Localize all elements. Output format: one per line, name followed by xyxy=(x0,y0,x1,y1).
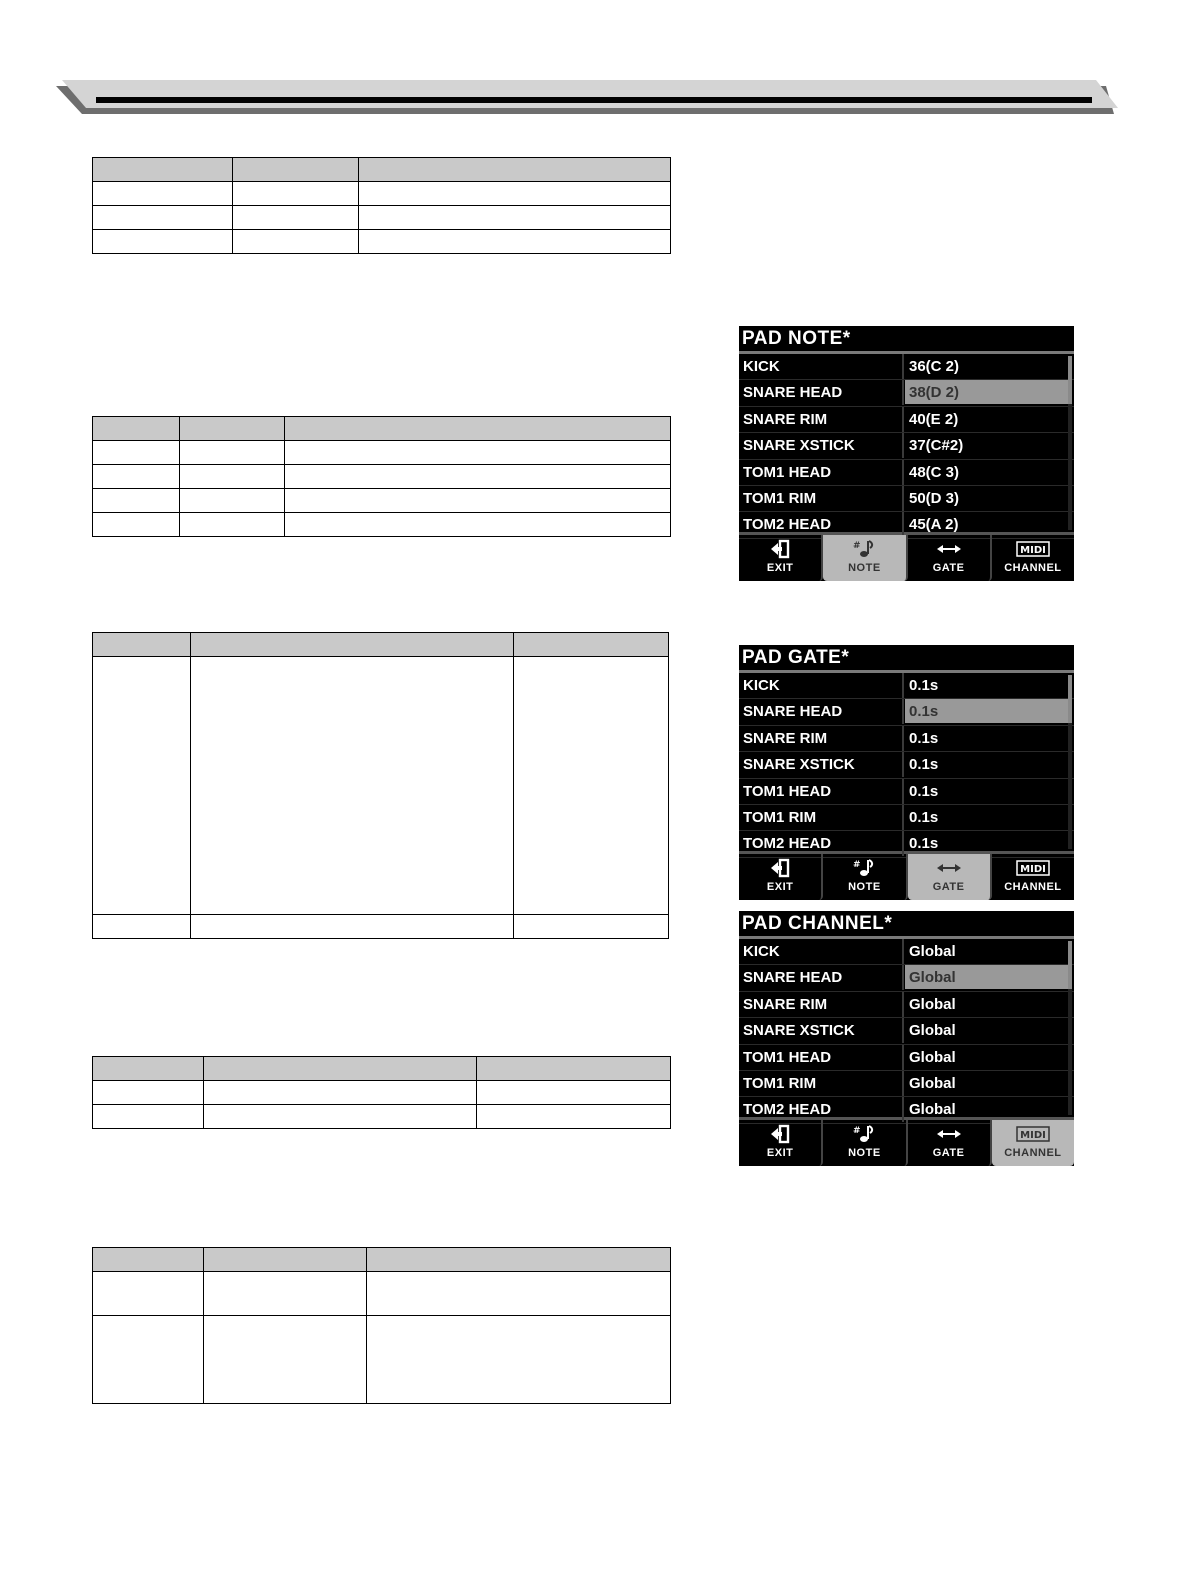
note-button[interactable] xyxy=(823,535,907,581)
button-label: CHANNEL xyxy=(1004,1147,1062,1159)
column-divider xyxy=(902,433,904,458)
pad-value[interactable]: 0.1s xyxy=(909,677,939,694)
pad-name: TOM2 HEAD xyxy=(743,835,832,853)
soft-button-bar xyxy=(739,532,1074,581)
pad-row[interactable] xyxy=(739,992,1074,1018)
pad-name: TOM1 HEAD xyxy=(743,782,832,800)
svg-text:#: # xyxy=(853,541,861,551)
column-divider xyxy=(902,1071,904,1096)
screen-title: PAD GATE* xyxy=(739,645,1074,673)
pad-list xyxy=(739,354,1074,532)
exit-button[interactable] xyxy=(739,1120,823,1166)
pad-value[interactable]: 37(C#2) xyxy=(909,437,964,455)
column-divider xyxy=(902,512,904,537)
note-button[interactable] xyxy=(823,1120,907,1166)
pad-value[interactable]: Global xyxy=(905,965,1068,989)
screen-title: PAD NOTE* xyxy=(739,326,1074,354)
button-label: EXIT xyxy=(766,1147,794,1159)
column-divider xyxy=(902,1045,904,1070)
pad-row[interactable] xyxy=(739,486,1074,512)
gate-button[interactable] xyxy=(908,1120,992,1166)
button-label: GATE xyxy=(932,881,965,893)
pad-name: KICK xyxy=(743,677,780,694)
page-header-band xyxy=(56,80,1120,116)
pad-value[interactable]: 0.1s xyxy=(909,835,939,853)
pad-row[interactable] xyxy=(739,1045,1074,1071)
pad-value[interactable]: 0.1s xyxy=(909,729,939,747)
pad-row[interactable] xyxy=(739,965,1074,991)
screen-title: PAD CHANNEL* xyxy=(739,911,1074,939)
pad-row[interactable] xyxy=(739,433,1074,459)
pad-value[interactable]: Global xyxy=(909,1022,956,1040)
column-divider xyxy=(902,831,904,856)
pad-name: SNARE XSTICK xyxy=(743,1022,855,1040)
column-divider xyxy=(902,1018,904,1043)
scrollbar-thumb[interactable] xyxy=(1068,356,1072,404)
exit-button[interactable] xyxy=(739,535,823,581)
pad-value[interactable]: 38(D 2) xyxy=(905,380,1068,404)
svg-text:MIDI: MIDI xyxy=(1020,1130,1046,1141)
midi-icon xyxy=(992,539,1074,561)
column-divider xyxy=(902,486,904,511)
midi-icon xyxy=(992,1124,1074,1146)
column-divider xyxy=(902,407,904,432)
column-divider xyxy=(902,673,904,698)
pad-row[interactable] xyxy=(739,673,1074,699)
pad-name: TOM2 HEAD xyxy=(743,516,832,534)
pad-name: TOM1 RIM xyxy=(743,808,817,826)
pad-name: SNARE HEAD xyxy=(743,703,843,721)
column-divider xyxy=(902,726,904,751)
pad-name: TOM1 RIM xyxy=(743,489,817,507)
scrollbar[interactable] xyxy=(1068,941,1072,1115)
note-icon xyxy=(823,858,905,880)
pad-value[interactable]: Global xyxy=(909,1101,956,1119)
pad-row[interactable] xyxy=(739,1071,1074,1097)
button-label: EXIT xyxy=(766,562,794,574)
column-divider xyxy=(902,752,904,777)
column-divider xyxy=(902,460,904,485)
pad-row[interactable] xyxy=(739,752,1074,778)
pad-row[interactable] xyxy=(739,460,1074,486)
button-label: CHANNEL xyxy=(1004,562,1062,574)
svg-text:MIDI: MIDI xyxy=(1020,864,1046,875)
pad-value[interactable]: 0.1s xyxy=(909,808,939,826)
scrollbar-thumb[interactable] xyxy=(1068,675,1072,723)
note-icon xyxy=(823,539,905,561)
parameter-table-4 xyxy=(92,1056,671,1129)
exit-icon xyxy=(739,1124,821,1146)
pad-value[interactable]: Global xyxy=(909,943,956,960)
pad-name: SNARE RIM xyxy=(743,410,828,428)
button-label: NOTE xyxy=(848,562,881,574)
pad-name: SNARE RIM xyxy=(743,729,828,747)
button-label: NOTE xyxy=(848,1147,881,1159)
gate-icon xyxy=(908,858,990,880)
pad-value[interactable]: 0.1s xyxy=(909,782,939,800)
pad-value[interactable]: 40(E 2) xyxy=(909,410,959,428)
soft-button-bar xyxy=(739,1117,1074,1166)
pad-row[interactable] xyxy=(739,1018,1074,1044)
pad-row[interactable] xyxy=(739,805,1074,831)
pad-name: SNARE XSTICK xyxy=(743,437,855,455)
pad-row[interactable] xyxy=(739,380,1074,406)
pad-list xyxy=(739,939,1074,1117)
note-icon xyxy=(823,1124,905,1146)
column-divider xyxy=(902,354,904,379)
pad-name: SNARE XSTICK xyxy=(743,756,855,774)
column-divider xyxy=(902,965,904,990)
button-label: CHANNEL xyxy=(1004,881,1062,893)
pad-value[interactable]: 45(A 2) xyxy=(909,516,959,534)
pad-name: SNARE RIM xyxy=(743,995,828,1013)
button-label: GATE xyxy=(932,562,965,574)
soft-button-bar xyxy=(739,851,1074,900)
pad-list xyxy=(739,673,1074,851)
channel-button[interactable] xyxy=(992,854,1074,900)
pad-value[interactable]: 50(D 3) xyxy=(909,489,960,507)
pad-name: TOM1 RIM xyxy=(743,1074,817,1092)
channel-button[interactable] xyxy=(992,535,1074,581)
scrollbar-thumb[interactable] xyxy=(1068,941,1072,989)
pad-value[interactable]: Global xyxy=(909,995,956,1013)
exit-icon xyxy=(739,858,821,880)
channel-button[interactable] xyxy=(992,1120,1074,1166)
midi-icon xyxy=(992,858,1074,880)
pad-name: TOM1 HEAD xyxy=(743,463,832,481)
pad-value[interactable]: 36(C 2) xyxy=(909,358,960,375)
svg-text:MIDI: MIDI xyxy=(1020,545,1046,556)
column-divider xyxy=(902,380,904,405)
button-label: GATE xyxy=(932,1147,965,1159)
pad-row[interactable] xyxy=(739,407,1074,433)
column-divider xyxy=(902,699,904,724)
gate-icon xyxy=(908,539,990,561)
pad-gate-screen xyxy=(739,645,1074,900)
svg-text:#: # xyxy=(853,860,861,870)
button-label: NOTE xyxy=(848,881,881,893)
scrollbar[interactable] xyxy=(1068,675,1072,849)
pad-name: SNARE HEAD xyxy=(743,384,843,402)
pad-row[interactable] xyxy=(739,354,1074,380)
pad-value[interactable]: Global xyxy=(909,1074,956,1092)
button-label: EXIT xyxy=(766,881,794,893)
pad-row[interactable] xyxy=(739,699,1074,725)
pad-note-screen xyxy=(739,326,1074,581)
pad-value[interactable]: 48(C 3) xyxy=(909,463,960,481)
gate-button[interactable] xyxy=(908,854,992,900)
pad-name: TOM2 HEAD xyxy=(743,1101,832,1119)
column-divider xyxy=(902,1097,904,1122)
pad-channel-screen xyxy=(739,911,1074,1166)
parameter-table-5 xyxy=(92,1247,671,1404)
parameter-table-2 xyxy=(92,416,671,537)
pad-value[interactable]: 0.1s xyxy=(909,756,939,774)
gate-icon xyxy=(908,1124,990,1146)
column-divider xyxy=(902,939,904,964)
parameter-table-3 xyxy=(92,632,669,939)
pad-row[interactable] xyxy=(739,939,1074,965)
gate-button[interactable] xyxy=(908,535,992,581)
pad-name: SNARE HEAD xyxy=(743,969,843,987)
column-divider xyxy=(902,805,904,830)
pad-value[interactable]: Global xyxy=(909,1048,956,1066)
pad-row[interactable] xyxy=(739,726,1074,752)
scrollbar[interactable] xyxy=(1068,356,1072,530)
exit-icon xyxy=(739,539,821,561)
column-divider xyxy=(902,992,904,1017)
parameter-table-1 xyxy=(92,157,671,254)
pad-row[interactable] xyxy=(739,779,1074,805)
column-divider xyxy=(902,779,904,804)
svg-text:#: # xyxy=(853,1126,861,1136)
note-button[interactable] xyxy=(823,854,907,900)
pad-name: KICK xyxy=(743,358,780,375)
pad-name: TOM1 HEAD xyxy=(743,1048,832,1066)
exit-button[interactable] xyxy=(739,854,823,900)
pad-value[interactable]: 0.1s xyxy=(905,699,1068,723)
pad-name: KICK xyxy=(743,943,780,960)
